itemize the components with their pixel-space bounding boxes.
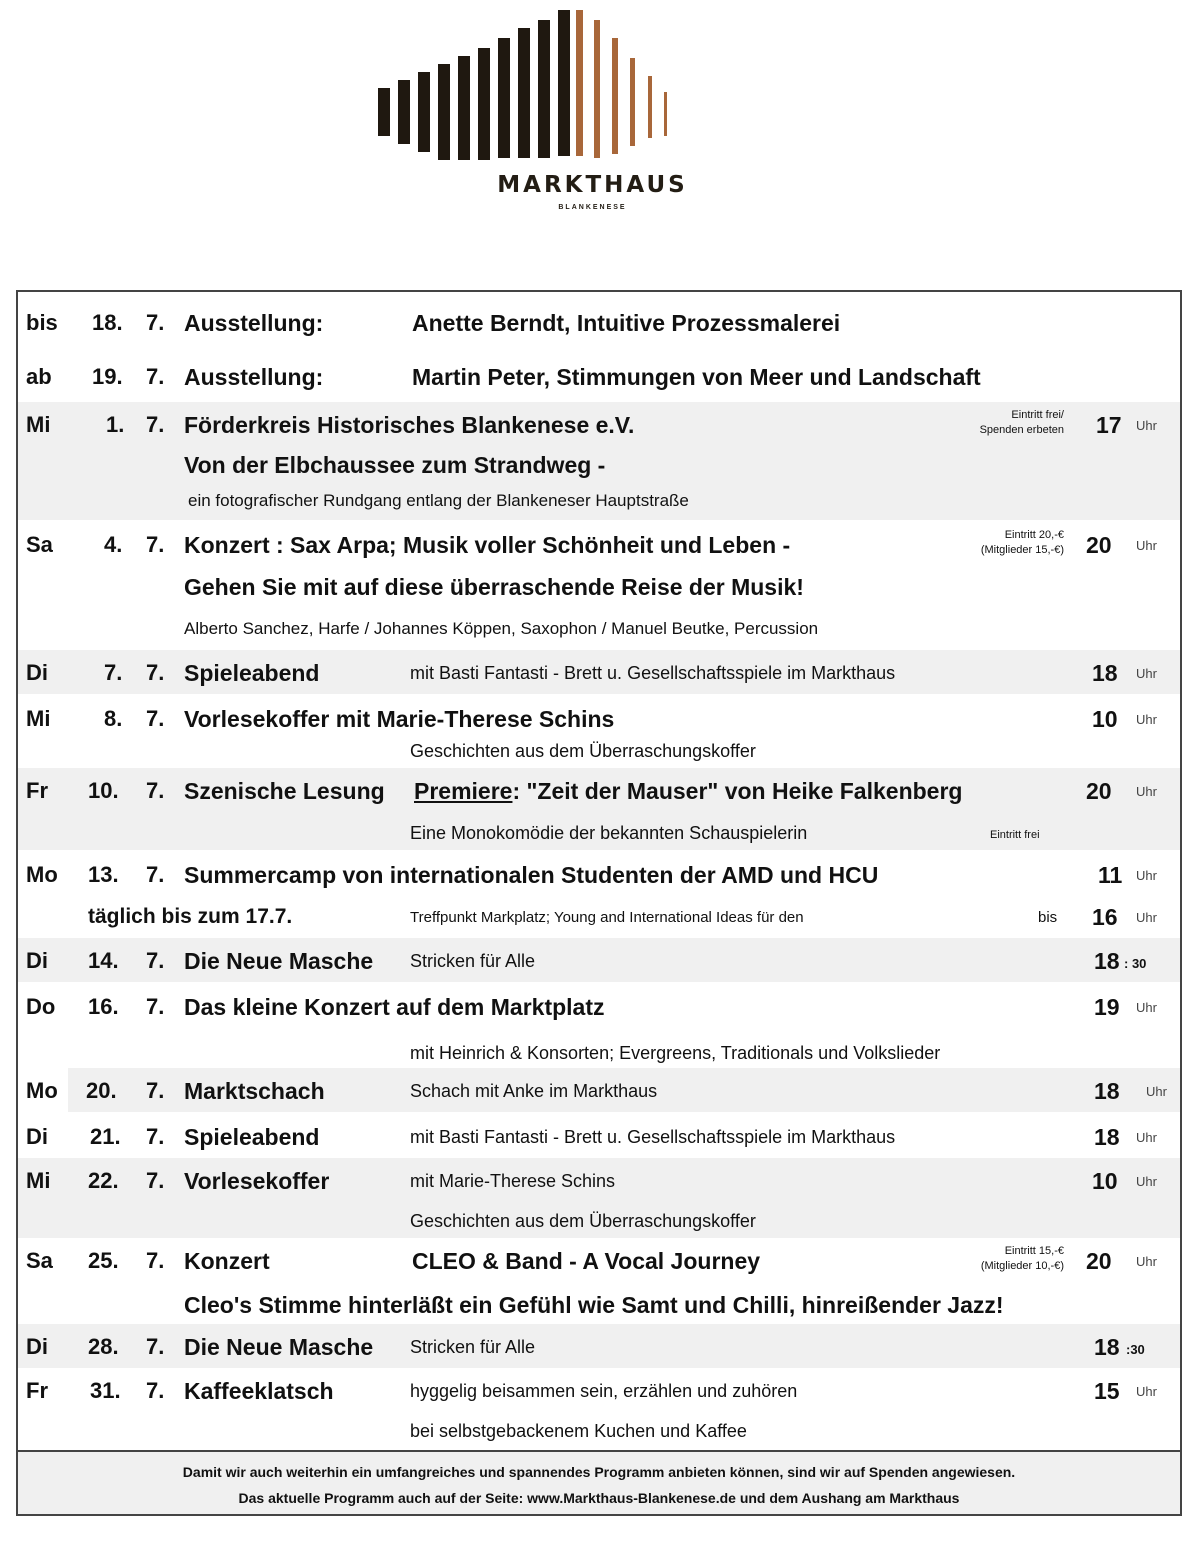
row-premiere: Premiere: "Zeit der Mauser" von Heike Falkenberg <box>414 778 963 804</box>
row-date: 20. <box>86 1078 117 1103</box>
row-line2: Geschichten aus dem Überraschungskoffer <box>410 1211 756 1231</box>
row-time-unit: Uhr <box>1136 538 1157 553</box>
row-time: 10 <box>1092 706 1118 732</box>
table-row <box>18 1324 1180 1368</box>
row-day: Sa <box>26 1248 53 1273</box>
row-line2: mit Heinrich & Konsorten; Evergreens, Traditionals und Volkslieder <box>410 1043 941 1063</box>
row-day: Fr <box>26 1378 48 1403</box>
row-time: 18 <box>1092 660 1118 686</box>
row-time: 10 <box>1092 1168 1118 1194</box>
row-title: Kaffeeklatsch <box>184 1378 334 1404</box>
footer <box>18 1452 1180 1514</box>
row-note: Eintritt 15,-€ (Mitglieder 10,-€) <box>980 1245 1064 1272</box>
row-date: 4. <box>104 532 123 557</box>
row-date: 14. <box>88 948 119 973</box>
brand-sub: BLANKENESE <box>558 204 627 211</box>
table-row <box>18 520 1180 650</box>
row-note: Eintritt 20,-€ (Mitglieder 15,-€) <box>980 529 1064 556</box>
row-highlight: CLEO & Band - A Vocal Journey <box>412 1248 761 1274</box>
row-title: Konzert : Sax Arpa; Musik voller Schönheit und Leben - <box>184 532 791 558</box>
table-row <box>18 850 1180 938</box>
row-month: 7. <box>146 994 165 1019</box>
row-time-unit: :30 <box>1126 1342 1145 1357</box>
table-row <box>18 694 1180 768</box>
row-month: 7. <box>146 1124 165 1149</box>
table-row <box>18 402 1180 520</box>
row-month: 7. <box>146 1168 165 1193</box>
table-row <box>18 938 1180 982</box>
row-time: 18 <box>1094 948 1120 974</box>
row-time-unit: Uhr <box>1136 418 1157 433</box>
row-time: 20 <box>1086 1248 1112 1274</box>
row-line2: Eine Monokomödie der bekannten Schauspielerin <box>410 823 808 843</box>
row-title: Vorlesekoffer <box>184 1168 330 1194</box>
row-date: 28. <box>88 1334 119 1359</box>
markthaus-logo-icon <box>378 8 678 168</box>
logo <box>0 0 1185 260</box>
row-time: 20 <box>1086 778 1112 804</box>
row-date: 10. <box>88 778 119 803</box>
row-line2: bei selbstgebackenem Kuchen und Kaffee <box>410 1421 747 1441</box>
row-title: Vorlesekoffer mit Marie-Therese Schins <box>184 706 615 732</box>
row-desc: Schach mit Anke im Markthaus <box>410 1081 658 1101</box>
row-day: bis <box>26 310 58 335</box>
row-day: Mo <box>26 862 58 887</box>
table-row <box>18 1238 1180 1324</box>
row-time: 18 <box>1094 1124 1120 1150</box>
table-row <box>18 1112 1180 1158</box>
row-time-unit: Uhr <box>1136 868 1157 883</box>
row-title: Szenische Lesung <box>184 778 385 804</box>
row-desc: mit Basti Fantasti - Brett u. Gesellschaftsspiele im Markthaus <box>410 663 896 683</box>
row-time2-unit: Uhr <box>1136 910 1157 925</box>
row-month: 7. <box>146 706 165 731</box>
row-time: 15 <box>1094 1378 1120 1404</box>
row-time: 20 <box>1086 532 1112 558</box>
row-month: 7. <box>146 1078 165 1103</box>
row-title: Ausstellung: <box>184 364 324 390</box>
row-month: 7. <box>146 1378 165 1403</box>
row-line3: Alberto Sanchez, Harfe / Johannes Köppen, Saxophon / Manuel Beutke, Percussion <box>184 619 819 638</box>
row-date: 22. <box>88 1168 119 1193</box>
row-date: 7. <box>104 660 123 685</box>
table-row <box>18 982 1180 1068</box>
row-line2: Geschichten aus dem Überraschungskoffer <box>410 741 756 761</box>
row-day: Di <box>26 660 48 685</box>
row-desc: Stricken für Alle <box>410 1337 536 1357</box>
row-day: Sa <box>26 532 53 557</box>
row-day: Di <box>26 1334 48 1359</box>
row-note: Eintritt frei/ Spenden erbeten <box>979 409 1064 436</box>
row-title: Das kleine Konzert auf dem Marktplatz <box>184 994 605 1020</box>
row-title: Summercamp von internationalen Studenten der AMD und HCU <box>184 862 879 888</box>
table-row <box>18 1158 1180 1238</box>
row-time-unit: Uhr <box>1136 1000 1157 1015</box>
row-time-unit: Uhr <box>1136 1254 1157 1269</box>
row-title: Ausstellung: <box>184 310 324 336</box>
row-time-unit: : 30 <box>1124 956 1147 971</box>
row-time: 17 <box>1096 412 1122 438</box>
row-title: Marktschach <box>184 1078 325 1104</box>
row-month: 7. <box>146 660 165 685</box>
row-desc: Martin Peter, Stimmungen von Meer und Landschaft <box>412 364 981 390</box>
footer-line-1: Damit wir auch weiterhin ein umfangreiches und spannendes Programm anbieten können, sind wir auf Spenden angewiesen. <box>182 1464 1016 1480</box>
row-title: Spieleabend <box>184 1124 320 1150</box>
row-time-unit: Uhr <box>1146 1084 1167 1099</box>
row-date: 16. <box>88 994 119 1019</box>
row-line2a: täglich bis zum 17.7. <box>88 905 293 928</box>
row-time-unit: Uhr <box>1136 712 1157 727</box>
row-day: Di <box>26 1124 48 1149</box>
row-title: Spieleabend <box>184 660 320 686</box>
row-line2: Von der Elbchaussee zum Strandweg - <box>184 452 606 478</box>
row-title: Die Neue Masche <box>184 948 374 974</box>
row-time-unit: Uhr <box>1136 1130 1157 1145</box>
row-time-unit: Uhr <box>1136 1384 1157 1399</box>
row-date: 13. <box>88 862 119 887</box>
row-line2b: Treffpunkt Markplatz; Young and International Ideas für den <box>410 909 804 926</box>
row-day: Di <box>26 948 48 973</box>
brand-name: MARKTHAUS <box>497 172 688 198</box>
row-date: 31. <box>90 1378 121 1403</box>
table-row <box>18 1368 1180 1450</box>
row-day: Fr <box>26 778 48 803</box>
row-note: Eintritt frei <box>990 829 1040 841</box>
row-day: Do <box>26 994 56 1019</box>
row-month: 7. <box>146 778 165 803</box>
row-time: 11 <box>1098 862 1123 888</box>
row-day: Mo <box>26 1078 58 1103</box>
row-title: Konzert <box>184 1248 270 1274</box>
row-desc: mit Marie-Therese Schins <box>410 1171 616 1191</box>
table-row <box>18 650 1180 694</box>
row-month: 7. <box>146 1248 165 1273</box>
row-month: 7. <box>146 1334 165 1359</box>
row-time-unit: Uhr <box>1136 666 1157 681</box>
row-day: Mi <box>26 412 51 437</box>
row-date: 25. <box>88 1248 119 1273</box>
row-time: 19 <box>1094 994 1120 1020</box>
row-date: 19. <box>92 364 123 389</box>
row-day: Mi <box>26 706 51 731</box>
table-row <box>18 292 1180 346</box>
row-title: Die Neue Masche <box>184 1334 374 1360</box>
row-bis: bis <box>1038 909 1058 926</box>
row-day: ab <box>26 364 52 389</box>
row-time: 18 <box>1094 1334 1120 1360</box>
row-line2: Gehen Sie mit auf diese überraschende Reise der Musik! <box>184 574 804 600</box>
row-line3: ein fotografischer Rundgang entlang der Blankeneser Hauptstraße <box>188 491 689 510</box>
row-time2: 16 <box>1092 904 1118 930</box>
row-date: 8. <box>104 706 123 731</box>
row-day: Mi <box>26 1168 51 1193</box>
row-month: 7. <box>146 364 165 389</box>
row-month: 7. <box>146 532 165 557</box>
program-table <box>16 290 1182 1516</box>
row-date: 21. <box>90 1124 121 1149</box>
row-month: 7. <box>146 310 165 335</box>
row-time: 18 <box>1094 1078 1120 1104</box>
row-time-unit: Uhr <box>1136 784 1157 799</box>
row-desc: Anette Berndt, Intuitive Prozessmalerei <box>412 310 841 336</box>
row-month: 7. <box>146 948 165 973</box>
table-row <box>18 1068 1180 1112</box>
row-desc: mit Basti Fantasti - Brett u. Gesellschaftsspiele im Markthaus <box>410 1127 896 1147</box>
row-desc: hyggelig beisammen sein, erzählen und zuhören <box>410 1381 798 1401</box>
footer-line-2: Das aktuelle Programm auch auf der Seite: www.Markthaus-Blankenese.de und dem Aushang am Markthaus <box>238 1490 960 1506</box>
table-row <box>18 346 1180 402</box>
row-desc: Stricken für Alle <box>410 951 536 971</box>
row-date: 1. <box>106 412 125 437</box>
row-title: Förderkreis Historisches Blankenese e.V. <box>184 412 635 438</box>
row-month: 7. <box>146 412 165 437</box>
row-date: 18. <box>92 310 123 335</box>
table-row <box>18 768 1180 850</box>
row-time-unit: Uhr <box>1136 1174 1157 1189</box>
row-line2: Cleo's Stimme hinterläßt ein Gefühl wie Samt und Chilli, hinreißender Jazz! <box>184 1292 1004 1318</box>
row-month: 7. <box>146 862 165 887</box>
